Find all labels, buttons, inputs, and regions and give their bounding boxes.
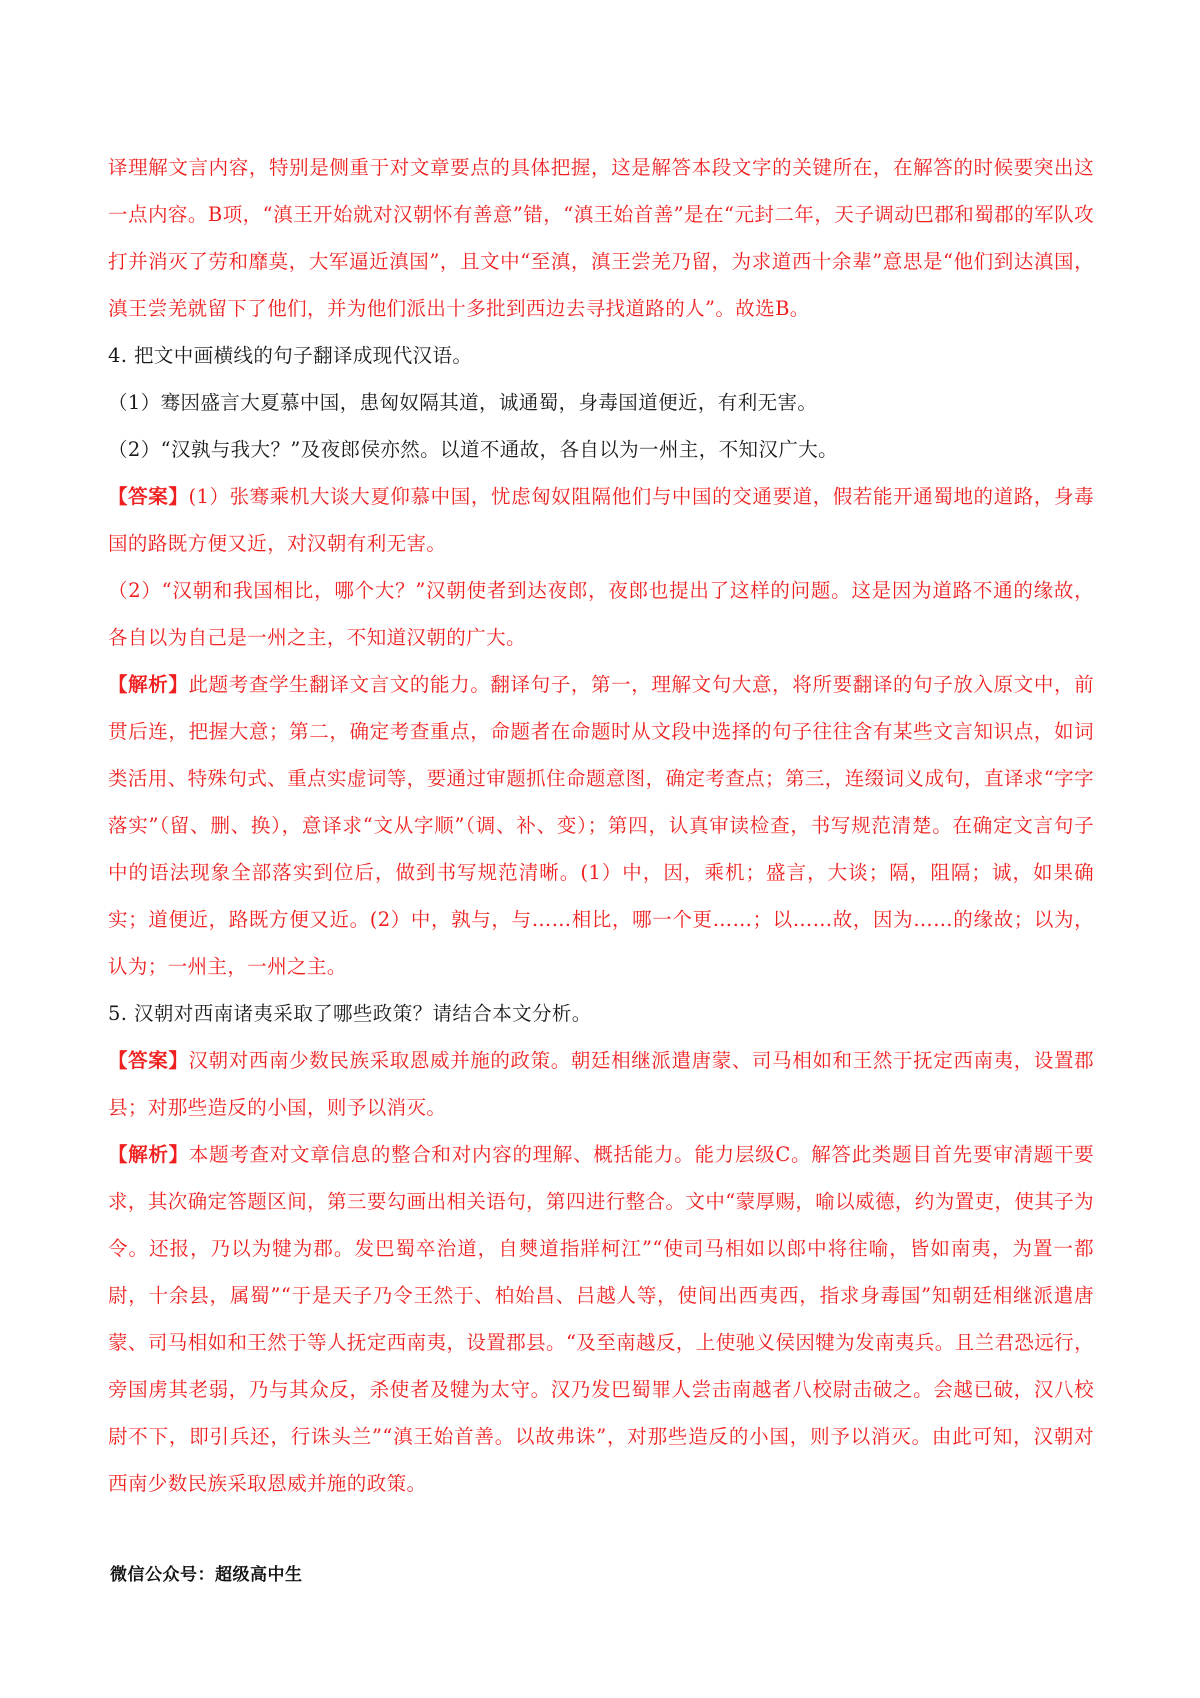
answer-tag: 【答案】 <box>108 1049 189 1072</box>
question-4-analysis <box>108 661 1094 990</box>
analysis-3-continuation: 译理解文言内容，特别是侧重于对文章要点的具体把握，这是解答本段文字的关键所在，在解答的时候要突出这一点内容。B项，“滇王开始就对汉朝怀有善意”错，“滇王始首善”是在“元封二年，天子调动巴郡和蜀郡的军队攻打并消灭了劳和靡莫，大军逼近滇国”，且文中“至滇，滇王尝羌乃留，为求道西十余辈”意思是“他们到达滇国，滇王尝羌就留下了他们，并为他们派出十多批到西边去寻找道路的人”。故选B。 <box>108 156 1094 320</box>
question-4-sentence-2: （2）“汉孰与我大？”及夜郎侯亦然。以道不通故，各自以为一州主，不知汉广大。 <box>108 438 839 461</box>
question-4-prompt: 4. 把文中画横线的句子翻译成现代汉语。 <box>108 344 473 367</box>
analysis-text: 本题考查对文章信息的整合和对内容的理解、概括能力。能力层级C。解答此类题目首先要审清题干要求，其次确定答题区间，第三要勾画出相关语句，第四进行整合。文中“蒙厚赐，喻以威德，约为置吏，使其子为令。还报，乃以为犍为郡。发巴蜀卒治道，自僰道指牂柯江”“使司马相如以郎中将往喻，皆如南夷，为置一都尉，十余县，属蜀”“于是天子乃令王然于、柏始昌、吕越人等，使间出西夷西，指求身毒国”知朝廷相继派遣唐蒙、司马相如和王然于等人抚定西南夷，设置郡县。“及至南越反，上使驰义侯因犍为发南夷兵。且兰君恐远行，旁国虏其老弱，乃与其众反，杀使者及犍为太守。汉乃发巴蜀罪人尝击南越者八校尉击破之。会越已破，汉八校尉不下，即引兵还，行诛头兰”“滇王始首善。以故弗诛”，对那些造反的小国，则予以消灭。由此可知，汉朝对西南少数民族采取恩威并施的政策。 <box>108 1143 1094 1495</box>
question-4-answer-1 <box>108 473 1094 567</box>
question-5-answer <box>108 1037 1094 1131</box>
analysis-text: 此题考查学生翻译文言文的能力。翻译句子，第一，理解文句大意，将所要翻译的句子放入原文中，前贯后连，把握大意；第二，确定考查重点，命题者在命题时从文段中选择的句子往往含有某些文言知识点，如词类活用、特殊句式、重点实虚词等，要通过审题抓住命题意图，确定考查点；第三，连缀词义成句，直译求“字字落实”（留、删、换），意译求“文从字顺”（调、补、变）；第四，认真审读检查，书写规范清楚。在确定文言句子中的语法现象全部落实到位后，做到书写规范清晰。(1）中，因，乘机；盛言，大谈；隔，阻隔；诚，如果确实；道便近，路既方便又近。(2）中，孰与，与……相比，哪一个更……；以……故，因为……的缘故；以为，认为；一州主，一州之主。 <box>108 673 1094 978</box>
question-4-sentence-1: （1）骞因盛言大夏慕中国，患匈奴隔其道，诚通蜀，身毒国道便近，有利无害。 <box>108 391 818 414</box>
answer-tag: 【答案】 <box>108 485 189 508</box>
answer-text: 汉朝对西南少数民族采取恩威并施的政策。朝廷相继派遣唐蒙、司马相如和王然于抚定西南夷，设置郡县；对那些造反的小国，则予以消灭。 <box>108 1049 1094 1119</box>
analysis-tag: 【解析】 <box>108 673 189 696</box>
wechat-footer: 微信公众号：超级高中生 <box>110 1565 303 1585</box>
answer-text: (1）张骞乘机大谈大夏仰慕中国，忧虑匈奴阻隔他们与中国的交通要道，假若能开通蜀地的道路，身毒国的路既方便又近，对汉朝有利无害。 <box>108 485 1094 555</box>
question-4-answer-2: （2）“汉朝和我国相比，哪个大？”汉朝使者到达夜郎，夜郎也提出了这样的问题。这是因为道路不通的缘故，各自以为自己是一州之主，不知道汉朝的广大。 <box>108 579 1094 649</box>
analysis-tag: 【解析】 <box>108 1143 189 1166</box>
document-body <box>108 144 1094 1507</box>
question-5-prompt: 5. 汉朝对西南诸夷采取了哪些政策？请结合本文分析。 <box>108 1002 592 1025</box>
question-5-analysis <box>108 1131 1094 1507</box>
